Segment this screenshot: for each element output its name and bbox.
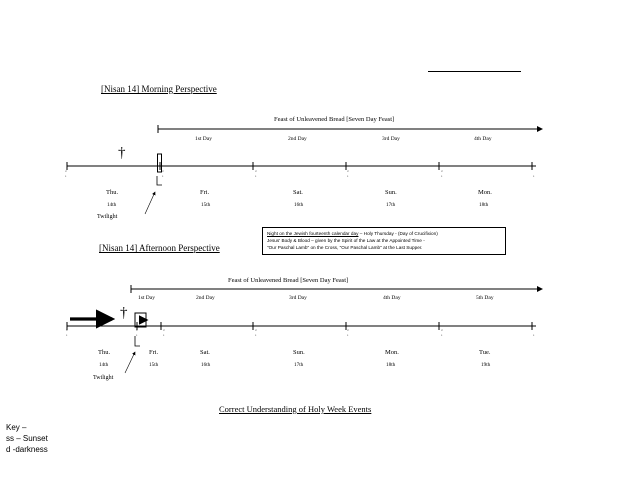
afternoon-feast-label: Feast of Unleavened Bread [Seven Day Feast] xyxy=(228,277,349,284)
morning-tick-d: d xyxy=(441,170,443,173)
afternoon-feast-day-4: 4th Day xyxy=(383,295,401,301)
afternoon-title: [Nisan 14] Afternoon Perspective xyxy=(99,243,220,253)
afternoon-tick-d: d xyxy=(347,329,349,332)
afternoon-feast-day-1: 1st Day xyxy=(138,295,155,301)
note-line-1-rest: – Holy Thursday - (Day of Crucifixion) xyxy=(358,231,438,236)
morning-feast-day-3: 3rd Day xyxy=(382,136,400,142)
afternoon-cross-icon: † xyxy=(120,305,128,321)
afternoon-day-name: Sat. xyxy=(200,349,210,356)
morning-tick-s: s xyxy=(441,175,443,178)
key-title: Key – xyxy=(6,423,27,432)
key-sunset: ss – Sunset xyxy=(6,434,48,443)
afternoon-tick-s: s xyxy=(347,334,349,337)
afternoon-tick-d: d xyxy=(441,329,443,332)
note-line-1-underlined: Night on the Jewish fourteenth calendar day xyxy=(267,231,359,236)
afternoon-feast-day-2: 2nd Day xyxy=(196,295,215,301)
afternoon-feast-day-3: 3rd Day xyxy=(289,295,307,301)
morning-tick-s: s xyxy=(255,175,257,178)
afternoon-day-name: Mon. xyxy=(385,349,399,356)
afternoon-twilight-bracket xyxy=(135,336,140,346)
morning-tick-d: d xyxy=(347,170,349,173)
afternoon-tick-s: s xyxy=(136,334,138,337)
morning-twilight-pointer xyxy=(145,192,155,214)
afternoon-day-date: 15th xyxy=(149,362,159,368)
afternoon-day-date: 17th xyxy=(294,362,304,368)
afternoon-day-name: Sun. xyxy=(293,349,305,356)
morning-tick-s: s xyxy=(533,175,535,178)
afternoon-feast-day-5: 5th Day xyxy=(476,295,494,301)
morning-twilight-bracket xyxy=(157,176,162,185)
note-line-3: "Our Paschal Lamb" on the Cross, "Our Paschal Lamb" at the Last Supper. xyxy=(267,245,423,251)
afternoon-tick-d: d xyxy=(163,329,165,332)
afternoon-tick-s: s xyxy=(533,334,535,337)
afternoon-day-date: 18th xyxy=(386,362,396,368)
morning-twilight-label: Twilight xyxy=(97,214,118,220)
morning-day-date: 15th xyxy=(201,202,211,208)
afternoon-day-date: 16th xyxy=(201,362,211,368)
morning-day-date: 18th xyxy=(479,202,489,208)
morning-feast-day-2: 2nd Day xyxy=(288,136,307,142)
afternoon-twilight-label: Twilight xyxy=(93,375,114,381)
afternoon-day-name: Thu. xyxy=(98,349,111,356)
key-darkness: d -darkness xyxy=(6,445,48,454)
morning-day-name: Sun. xyxy=(385,189,397,196)
morning-tick-s: s xyxy=(347,175,349,178)
morning-day-date: 17th xyxy=(386,202,396,208)
morning-title: [Nisan 14] Morning Perspective xyxy=(101,84,217,94)
afternoon-day-date: 19th xyxy=(481,362,491,368)
morning-tick-s: s xyxy=(162,175,164,178)
morning-tick-d: d xyxy=(255,170,257,173)
afternoon-twilight-pointer xyxy=(125,352,135,373)
morning-day-name: Fri. xyxy=(200,189,210,196)
morning-tick-s: s xyxy=(65,175,67,178)
morning-feast-day-4: 4th Day xyxy=(474,136,492,142)
afternoon-tick-s: s xyxy=(163,334,165,337)
morning-day-name: Mon. xyxy=(478,189,492,196)
morning-tick-d: d xyxy=(65,170,67,173)
morning-day-date: 16th xyxy=(294,202,304,208)
morning-day-name: Thu. xyxy=(106,189,119,196)
afternoon-tick-d: d xyxy=(136,329,138,332)
afternoon-tick-d: d xyxy=(255,329,257,332)
morning-day-date: 14th xyxy=(107,202,117,208)
morning-day-name: Sat. xyxy=(293,189,303,196)
afternoon-tick-s: s xyxy=(441,334,443,337)
afternoon-tick-s: s xyxy=(255,334,257,337)
afternoon-day-name: Fri. xyxy=(149,349,159,356)
morning-cross-icon: † xyxy=(118,145,126,161)
note-line-2: Jesus' Body & Blood – given by the Spirit of the Law at the Appointed Time - xyxy=(267,238,425,244)
morning-tick-d: d xyxy=(162,170,164,173)
afternoon-day-date: 14th xyxy=(99,362,109,368)
afternoon-tick-d: d xyxy=(66,329,68,332)
morning-feast-label: Feast of Unleavened Bread [Seven Day Feast] xyxy=(274,116,395,123)
morning-feast-day-1: 1st Day xyxy=(195,136,212,142)
footer-title: Correct Understanding of Holy Week Events xyxy=(219,404,372,414)
afternoon-day-name: Tue. xyxy=(479,349,491,356)
afternoon-tick-s: s xyxy=(66,334,68,337)
